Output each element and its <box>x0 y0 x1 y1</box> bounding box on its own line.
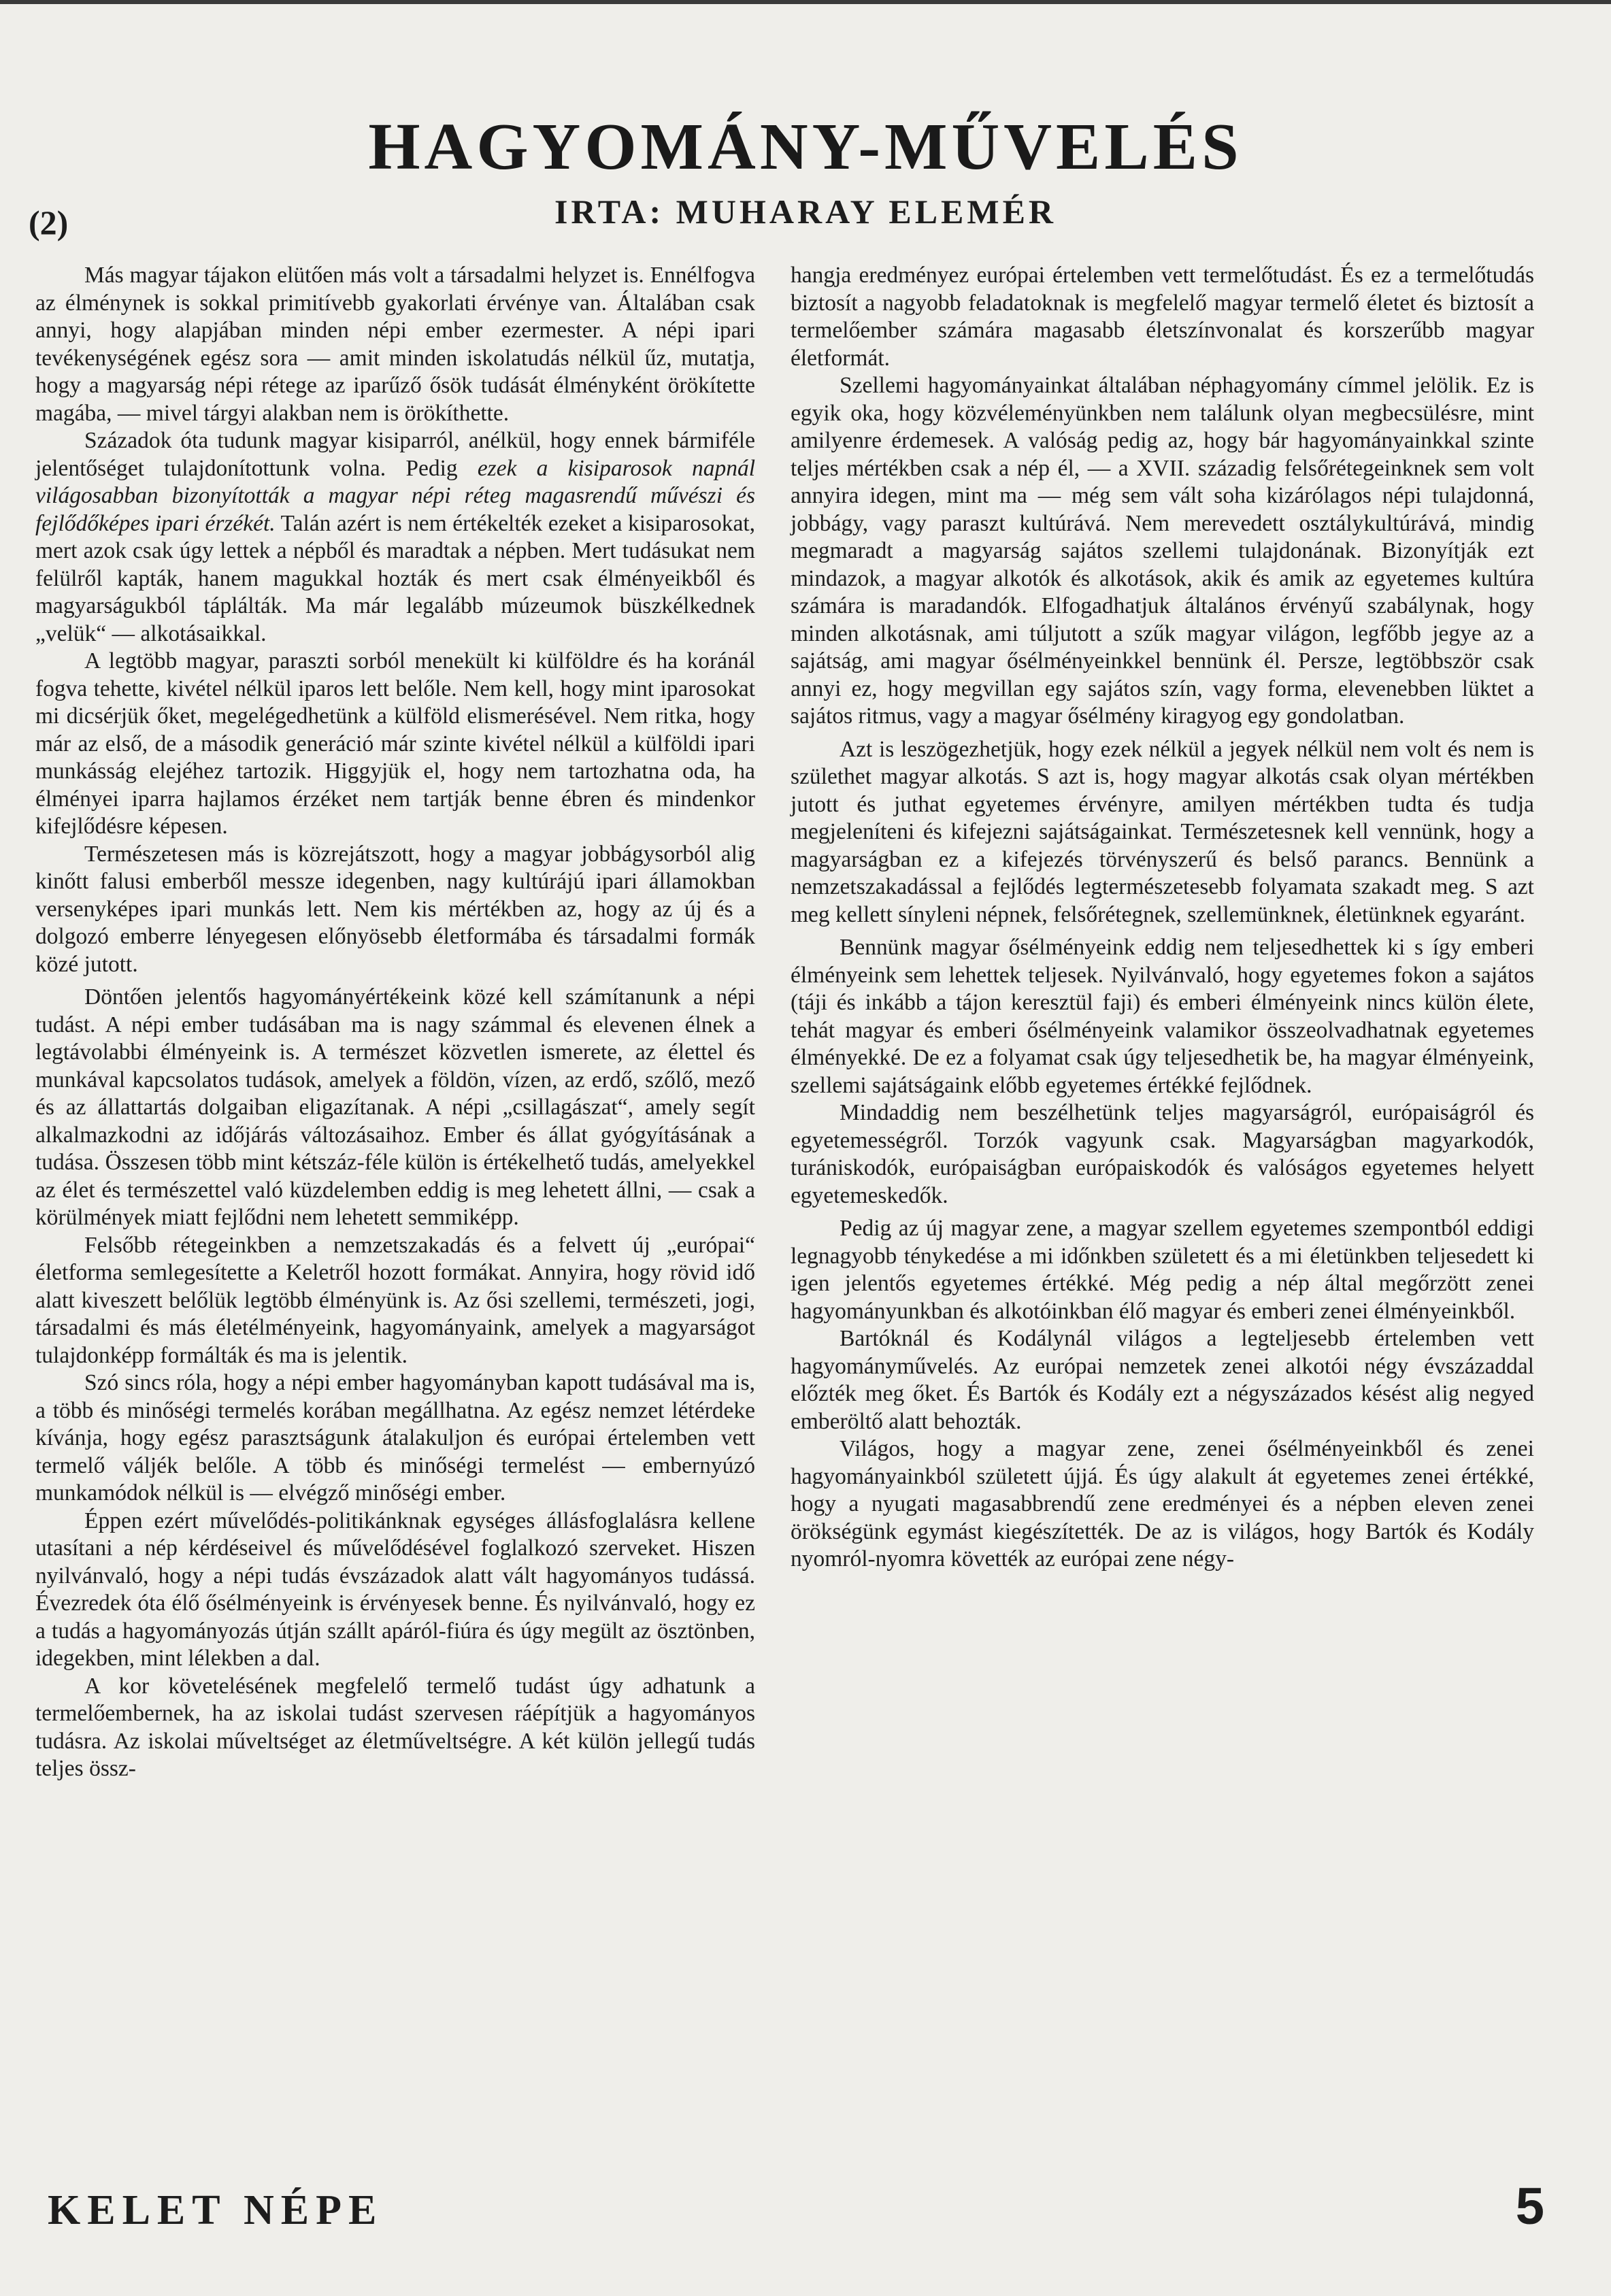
top-rule <box>0 0 1611 4</box>
italic-emphasis: ezek a kisiparosok napnál világosabban bizonyították a magyar népi réteg magasrendű művészi és fejlődőképes ipari érzékét. <box>35 455 755 536</box>
right-column <box>791 262 1534 1574</box>
paragraph: Döntően jelentős hagyományértékeink közé kell számítanunk a népi tudást. A népi ember tudásában ma is nagy számmal és elevenen élnek a legtávolabbi élményeink is. A természet közvetlen ismerete, az élettel és munkával kapcsolatos tudások, amelyek a földön, vízen, az erdő, szőlő, mező és az állattartás dolgaiban eligazítanak. A népi „csillagászat“, amely segít alkalmazkodni az időjárás változásaihoz. Ember és állat gyógyításának a tudása. Összesen több mint kétszáz-féle külön is értékelhető tudás, amelyekkel az élet és természettel való küzdelemben eddig is meg lehetett állni, — csak a körülmények miatt fejlődni nem lehetett semmiképp. <box>35 984 755 1230</box>
paragraph <box>35 427 755 648</box>
paragraph: Mindaddig nem beszélhetünk teljes magyarságról, európaiságról és egyetemességről. Torzók vagyunk csak. Magyarságban magyarkodók, turániskodók, európaiságban európaiskodók és valóságos egyetemes helyett egyetemeskedők. <box>791 1100 1534 1208</box>
paragraph: Bennünk magyar ősélményeink eddig nem teljesedhettek ki s így emberi élményeink sem lehettek teljesek. Nyilvánvaló, hogy egyetemes fokon a sajátos (táji és inkább a tájon keresztül faji) és emberi élményeink nincs külön élete, tehát magyar és emberi ősélményeink valamikor összeolvadhatnak egyetemes élményekké. De ez a folyamat csak úgy teljesedhetik be, ha magyar élményeink, szellemi sajátságaink előbb egyetemes értékké fejlődnek. <box>791 935 1534 1098</box>
paragraph: Világos, hogy a magyar zene, zenei ősélményeinkből és zenei hagyományainkból született újjá. És úgy alakult át egyetemes zenei értékké, hogy a nyugati magasabbrendű zene eredményei és a népben eleven zenei örökségünk egymást kiegészítették. De az is világos, hogy Bartók és Kodály nyomról-nyomra követték az európai zene négy- <box>791 1436 1534 1571</box>
paragraph: Bartóknál és Kodálynál világos a legteljesebb értelemben vett hagyományművelés. Az európai nemzetek zenei alkotói négy évszázaddal előzték meg őket. És Bartók és Kodály ezt a négyszázados késést alig negyed emberöltő alatt behozták. <box>791 1326 1534 1434</box>
left-column <box>35 262 755 1783</box>
paragraph: A kor követelésének megfelelő termelő tudást úgy adhatunk a termelőembernek, ha az iskolai tudást szervesen ráépítjük a hagyományos tudásra. Az iskolai műveltséget az életműveltségre. A két külön jellegű tudás teljes össz- <box>35 1673 755 1781</box>
paragraph: Természetesen más is közrejátszott, hogy a magyar jobbágysorból alig kinőtt falusi emberből messze idegenben, nagy kultúrájú ipari államokban versenyképes ipari munkás lett. Nem kis mértékben az, hogy az új és a dolgozó emberre lényegesen előnyösebb életformába és társadalmi formák közé jutott. <box>35 841 755 977</box>
paragraph: Azt is leszögezhetjük, hogy ezek nélkül a jegyek nélkül nem volt és nem is születhet magyar alkotás. S azt is, hogy magyar alkotás csak olyan mértékben jutott és juthat egyetemes érvényre, amilyen mértékben tudta és tudja megjeleníteni és kifejezni sajátságainkat. Természetesnek kell vennünk, hogy a magyarságban ez a kifejezés törvényszerű és belső parancs. Bennünk a nemzetszakadással a fejlődés legtermészetesebb folyamata szakadt meg. S azt meg kellett sínyleni népnek, felsőrétegnek, szellemünknek, életünknek egyaránt. <box>791 736 1534 927</box>
article-title: HAGYOMÁNY-MŰVELÉS <box>368 110 1243 184</box>
section-mark: (2) <box>29 203 69 242</box>
paragraph: Éppen ezért művelődés-politikánknak egységes állásfoglalásra kellene utasítani a nép kérdéseivel és művelődésével foglalkozó szerveket. Hiszen nyilvánvaló, hogy a népi tudás évszázadok alatt vált hagyományos tudássá. Évezredek óta élő ősélményeink is érvényesek benne. És nyilvánvaló, hogy ez a tudás a hagyományozás útján szállt apáról-fiúra és úgy megült az ösztönben, idegekben, mint lélekben a dal. <box>35 1508 755 1671</box>
paragraph: Pedig az új magyar zene, a magyar szellem egyetemes szempontból eddigi legnagyobb ténykedése a mi időnkben született és a mi életünkben teljesedett ki igen jelentős egyetemes értékké. Még pedig a nép által megőrzött zenei hagyományunkban és alkotóinkban élő magyar és emberi zenei élményeinkből. <box>791 1216 1534 1324</box>
page-number: 5 <box>1515 2178 1544 2235</box>
paragraph: Szellemi hagyományainkat általában néphagyomány címmel jelölik. Ez is egyik oka, hogy közvéleményünkben nem találunk olyan megbecsülésre, mint amilyenre érdemesek. A valóság pedig az, hogy bár hagyományainkkal szinte teljes mértékben csak a nép él, — a XVII. századig felsőrétegeinknek sem volt annyira idegen, mint ma — még sem vált soha kizárólagos népi tulajdonná, jobbágy, vagy paraszt kultúrává. Nem merevedett osztálykultúrává, mindig megmaradt a magyarság sajátos szellemi tulajdonának. Bizonyítják ezt mindazok, a magyar alkotók és alkotások, akik és amik az egyetemes kultúra számára is maradandók. Elfogadhatjuk általános érvényű szabálynak, hogy minden alkotásnak, ami túljutott a szűk magyar világon, legfőbb jegye az a sajátság, ami magyar ősélményeinkkel bennünk él. Persze, legtöbbször csak annyi ez, hogy megvillan egy sajátos szín, vagy forma, elevenebben lüktet a sajátos ritmus, vagy a magyar ősélmény kiragyog egy gondolatban. <box>791 373 1534 729</box>
paragraph-text: Talán azért is nem értékelték ezeket a kisiparosokat, mert azok csak úgy lettek a népből és maradtak a népben. Mert tudásukat nem felülről kapták, hanem magukkal hozták és mert csak élményeikből és magyarságukból táplálták. Ma már legalább múzeumok büszkélkednek „velük“ — alkotásaikkal. <box>35 510 755 646</box>
paragraph: Más magyar tájakon elütően más volt a társadalmi helyzet is. Ennélfogva az élménynek is sokkal primitívebb gyakorlati érvénye van. Általában csak annyi, hogy alapjában minden népi ember ezermester. A népi ipari tevékenységének egész sora — amit minden iskolatudás nélkül űz, mutatja, hogy a magyarság népi rétege az iparűző ősök tudását élményként örökítette magába, — mivel tárgyi alakban nem is örökíthette. <box>35 263 755 426</box>
publication-name: KELET NÉPE <box>48 2187 384 2233</box>
paragraph: Szó sincs róla, hogy a népi ember hagyományban kapott tudásával ma is, a több és minőségi termelés korában megállhatna. Az egész nemzet létérdeke kívánja, hogy egész parasztságunk átalakuljon és európai értelemben vett termelő váljék belőle. A több és minőségi termelést — embernyúzó munkamódok nélkül is — elvégző minőségi ember. <box>35 1370 755 1505</box>
paragraph-text: Századok óta tudunk magyar kisiparról, anélkül, hogy ennek bármiféle jelentőséget tulajdonítottunk volna. Pedig <box>35 428 755 481</box>
paragraph: Felsőbb rétegeinkben a nemzetszakadás és a felvett új „európai“ életforma semlegesítette a Keletről hozott formákat. Annyira, hogy rövid idő alatt kiveszett belőlük legtöbb élményünk is. Az ősi szellemi, természeti, jogi, társadalmi és más életélményeink, hagyományaink, amelyek a magyarságot tulajdonképp formálták és ma is jelentik. <box>35 1232 755 1368</box>
paragraph: hangja eredményez európai értelemben vett termelőtudást. És ez a termelőtudás biztosít a nagyobb feladatoknak is megfelelő magyar termelő életet és biztosít a termelőember számára magasabb életszínvonalat és korszerűbb magyar életformát. <box>791 263 1534 371</box>
paragraph: A legtöbb magyar, paraszti sorból menekült ki külföldre és ha koránál fogva tehette, kivétel nélkül iparos lett belőle. Nem kell, hogy mint iparosokat mi dicsérjük őket, megelégedhetünk a külföld elismerésével. Nem ritka, hogy már az első, de a második generáció már szinte kivétel nélkül a külföldi ipari munkásság elejéhez tartozik. Higgyjük el, hogy nem tartozhatna oda, ha élményei iparra hajlamos érzéket nem tartják benne ébren és mindenkor kifejlődésre képesen. <box>35 648 755 839</box>
article-byline: IRTA: MUHARAY ELEMÉR <box>554 193 1057 231</box>
